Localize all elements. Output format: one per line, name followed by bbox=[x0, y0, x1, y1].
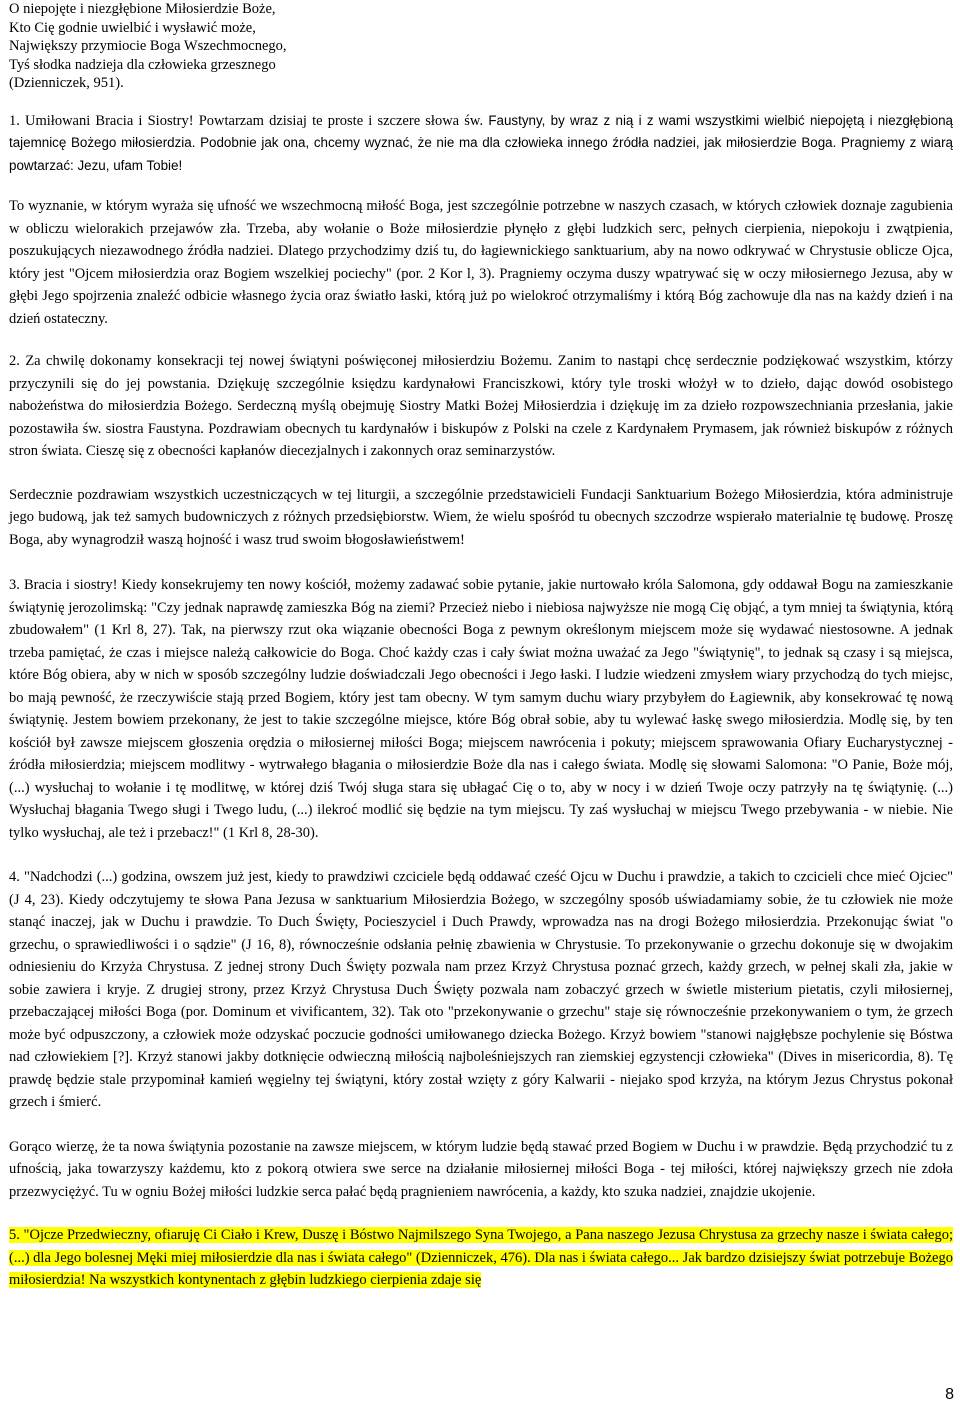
paragraph-section-4: 4. "Nadchodzi (...) godzina, owszem już jest, kiedy to prawdziwi czciciele będą oddawać cześć Ojcu w Duchu i prawdzie, a takich to czcicieli chce mieć Ojciec" (J 4, 23). Kiedy odczytujemy te słowa Pana Jezusa w sanktuarium Miłosierdzia Bożego, w szczególny sposób uświadamiamy sobie, że tu człowiek nie może stanąć inaczej, jak w Duchu i prawdzie. To Duch Święty, Pocieszyciel i Duch Prawdy, wprowadza nas na drogi Bożego miłosierdzia. Przekonując świat "o grzechu, o sprawiedliwości i o sądzie" (J 16, 8), równocześnie odsłania pełnię zbawienia w Chrystusie. To przekonywanie o grzechu dokonuje się w dwojakim odniesieniu do Krzyża Chrystusa. Z jednej strony Duch Święty pozwala nam przez Krzyż Chrystusa poznać grzech, każdy grzech, w pełnej skali zła, jakie w sobie zawiera i kryje. Z drugiej strony, przez Krzyż Chrystusa Duch Święty pozwala nam zobaczyć grzech w świetle misterium pietatis, czyli miłosiernej, przebaczającej miłości Boga (por. Dominum et vivificantem, 32). Tak oto "przekonywanie o grzechu" staje się równocześnie przekonywaniem o tym, że grzech może być odpuszczony, a człowiek może odzyskać poczucie godności umiłowanego dziecka Bożego. Krzyż bowiem "stanowi najgłębsze pochylenie się Bóstwa nad człowiekiem [?]. Krzyż stanowi jakby dotknięcie odwieczną miłością najboleśniejszych ran ziemskiej egzystencji człowieka" (Dives in misericordia, 8). Tę prawdę będzie stale przypominał kamień węgielny tej świątyni, który został wzięty z góry Kalwarii - niejako spod krzyża, na którym Jezus Chrystus pokonał grzech i śmierć. bbox=[9, 869, 953, 1110]
opening-poem bbox=[9, 0, 953, 93]
poem-line: O niepojęte i niezgłębione Miłosierdzie Boże, bbox=[9, 1, 276, 17]
paragraph-greetings: Serdecznie pozdrawiam wszystkich uczestniczących w tej liturgii, a szczególnie przedstawicieli Fundacji Sanktuarium Bożego Miłosierdzia, która administruje jego budową, jak też samych budowniczych z różnych przedsiębiorstw. Wiem, że wielu spośród tu obecnych szczodrze wspierało materialnie tę budowę. Proszę Boga, aby wynagrodził waszą hojność i wasz trud swoim błogosławieństwem! bbox=[9, 486, 953, 548]
poem-line: Tyś słodka nadzieja dla człowieka grzesznego bbox=[9, 56, 276, 73]
page-number: 8 bbox=[945, 1386, 954, 1403]
poem-line: (Dzienniczek, 951). bbox=[9, 75, 124, 91]
paragraph-section-1-start: 1. Umiłowani Bracia i Siostry! Powtarzam dzisiaj te proste i szczere słowa św. bbox=[9, 112, 484, 129]
poem-line: Największy przymiocie Boga Wszechmocnego, bbox=[9, 38, 287, 54]
paragraph-confession: To wyznanie, w którym wyraża się ufność we wszechmocną miłość Boga, jest szczególnie potrzebne w naszych czasach, w których człowiek doznaje zagubienia w obliczu wielorakich przejawów zła. Trzeba, aby wołanie o Boże miłosierdzie płynęło z głębi ludzkich serc, pełnych cierpienia, niepokoju i zwątpienia, poszukujących niezawodnego źródła nadziei. Dlatego przychodzimy dziś tu, do łagiewnickiego sanktuarium, aby na nowo odkrywać w Chrystusie oblicze Ojca, który jest "Ojcem miłosierdzia oraz Bogiem wszelkiej pociechy" (por. 2 Kor l, 3). Pragniemy oczyma duszy wpatrywać się w oczy miłosiernego Jezusa, aby w głębi Jego spojrzenia znaleźć odbicie własnego życia oraz światło łaski, którą już po wielokroć otrzymaliśmy i którą Bóg zachowuje dla nas na każdy dzień i na dzień ostateczny. bbox=[9, 198, 953, 327]
poem-line: Kto Cię godnie uwielbić i wysławić może, bbox=[9, 19, 256, 36]
document-page bbox=[9, 0, 953, 1292]
paragraph-new-temple: Gorąco wierzę, że ta nowa świątynia pozostanie na zawsze miejscem, w którym ludzie będą stawać przed Bogiem w Duchu i w prawdzie. Będą przychodzić tu z ufnością, jaka towarzyszy każdemu, kto z pokorą otwiera swe serce na działanie miłosiernej miłości Boga - tej miłości, której największy grzech nie zdoła przezwyciężyć. Tu w ogniu Bożej miłości ludzkie serca pałać będą pragnieniem nawrócenia, a każdy, kto szuka nadziei, znajdzie ukojenie. bbox=[9, 1138, 953, 1200]
paragraph-section-2: 2. Za chwilę dokonamy konsekracji tej nowej świątyni poświęconej miłosierdziu Bożemu. Zanim to nastąpi chcę serdecznie podziękować wszystkim, którzy przyczynili się do jej powstania. Dziękuję szczególnie księdzu kardynałowi Franciszkowi, który tyle troski włożył w to dzieło, dając dowód osobistego nabożeństwa do miłosierdzia Bożego. Serdeczną myślą obejmuję Siostry Matki Bożej Miłosierdzia i dziękuję im za dzieło rozpowszechniania przesłania, jakie pozostawiła św. siostra Faustyna. Pozdrawiam obecnych tu kardynałów i biskupów z Polski na czele z Kardynałem Prymasem, jak również biskupów z różnych stron świata. Cieszę się z obecności kapłanów diecezjalnych i zakonnych oraz seminarzystów. bbox=[9, 353, 953, 459]
highlighted-text: 5. "Ojcze Przedwieczny, ofiaruję Ci Ciało i Krew, Duszę i Bóstwo Najmilszego Syna Twojego, a Pana naszego Jezusa Chrystusa za grzechy nasze i świata całego; (...) dla Jego bolesnej Męki miej miłosierdzie dla nas i świata całego" (Dzienniczek, 476). Dla nas i świata całego... Jak bardzo dzisiejszy świat potrzebuje Bożego miłosierdzia! Na wszystkich kontynentach z głębin ludzkiego cierpienia zdaje się bbox=[9, 1227, 953, 1288]
paragraph-section-5-highlighted bbox=[9, 1224, 953, 1292]
paragraph-section-1 bbox=[9, 110, 953, 178]
paragraph-section-1-rest: Faustyny, by wraz z nią i z wami wszystkimi wielbić niepojętą i niezgłębioną tajemnicę Bożego miłosierdzia. Podobnie jak ona, chcemy wyznać, że nie ma dla człowieka innego źródła nadziei, jak miłosierdzie Boga. Pragniemy z wiarą powtarzać: Jezu, ufam Tobie! bbox=[9, 112, 953, 173]
paragraph-section-3: 3. Bracia i siostry! Kiedy konsekrujemy ten nowy kościół, możemy zadawać sobie pytanie, jakie nurtowało króla Salomona, gdy oddawał Bogu na zamieszkanie świątynię jerozolimską: "Czy jednak naprawdę zamieszka Bóg na ziemi? Przecież niebo i niebiosa najwyższe nie mogą Cię objąć, a tym mniej ta świątynia, którą zbudowałem" (1 Krl 8, 27). Tak, na pierwszy rzut oka wiązanie obecności Boga z pewnym określonym miejscem może się wydawać niestosowne. A jednak trzeba pamiętać, że czas i miejsce należą całkowicie do Boga. Choć każdy czas i cały świat można uważać za Jego "świątynię", to jednak są czasy i są miejsca, które Bóg obiera, aby w nich w sposób szczególny ludzie doświadczali Jego obecności i Jego łaski. I ludzie wiedzeni zmysłem wiary przychodzą do tych miejsc, bo mają pewność, że rzeczywiście stają przed Bogiem, który jest tam obecny. W tym samym duchu wiary przybyłem do Łagiewnik, aby konsekrować tę nową świątynię. Jestem bowiem przekonany, że jest to takie szczególne miejsce, które Bóg obrał sobie, aby tu wylewać łaskę swego miłosierdzia. Modlę się, by ten kościół był zawsze miejscem głoszenia orędzia o miłosiernej miłości Boga; miejscem nawrócenia i pokuty; miejscem sprawowania Ofiary Eucharystycznej - źródła miłosierdzia; miejscem modlitwy - wytrwałego błagania o miłosierdzie Boże dla nas i całego świata. Modlę się słowami Salomona: "O Panie, Boże mój, (...) wysłuchaj to wołanie i tę modlitwę, w której dziś Twój sługa stara się ubłagać Cię o to, aby w nocy i w dzień Twoje oczy patrzyły na tę świątynię. (...) Wysłuchaj błagania Twego sługi i Twego ludu, (...) ilekroć modlić się będzie na tym miejscu. Ty zaś wysłuchaj w miejscu Twego przebywania - w niebie. Nie tylko wysłuchaj, ale też i przebacz!" (1 Krl 8, 28-30). bbox=[9, 577, 953, 841]
